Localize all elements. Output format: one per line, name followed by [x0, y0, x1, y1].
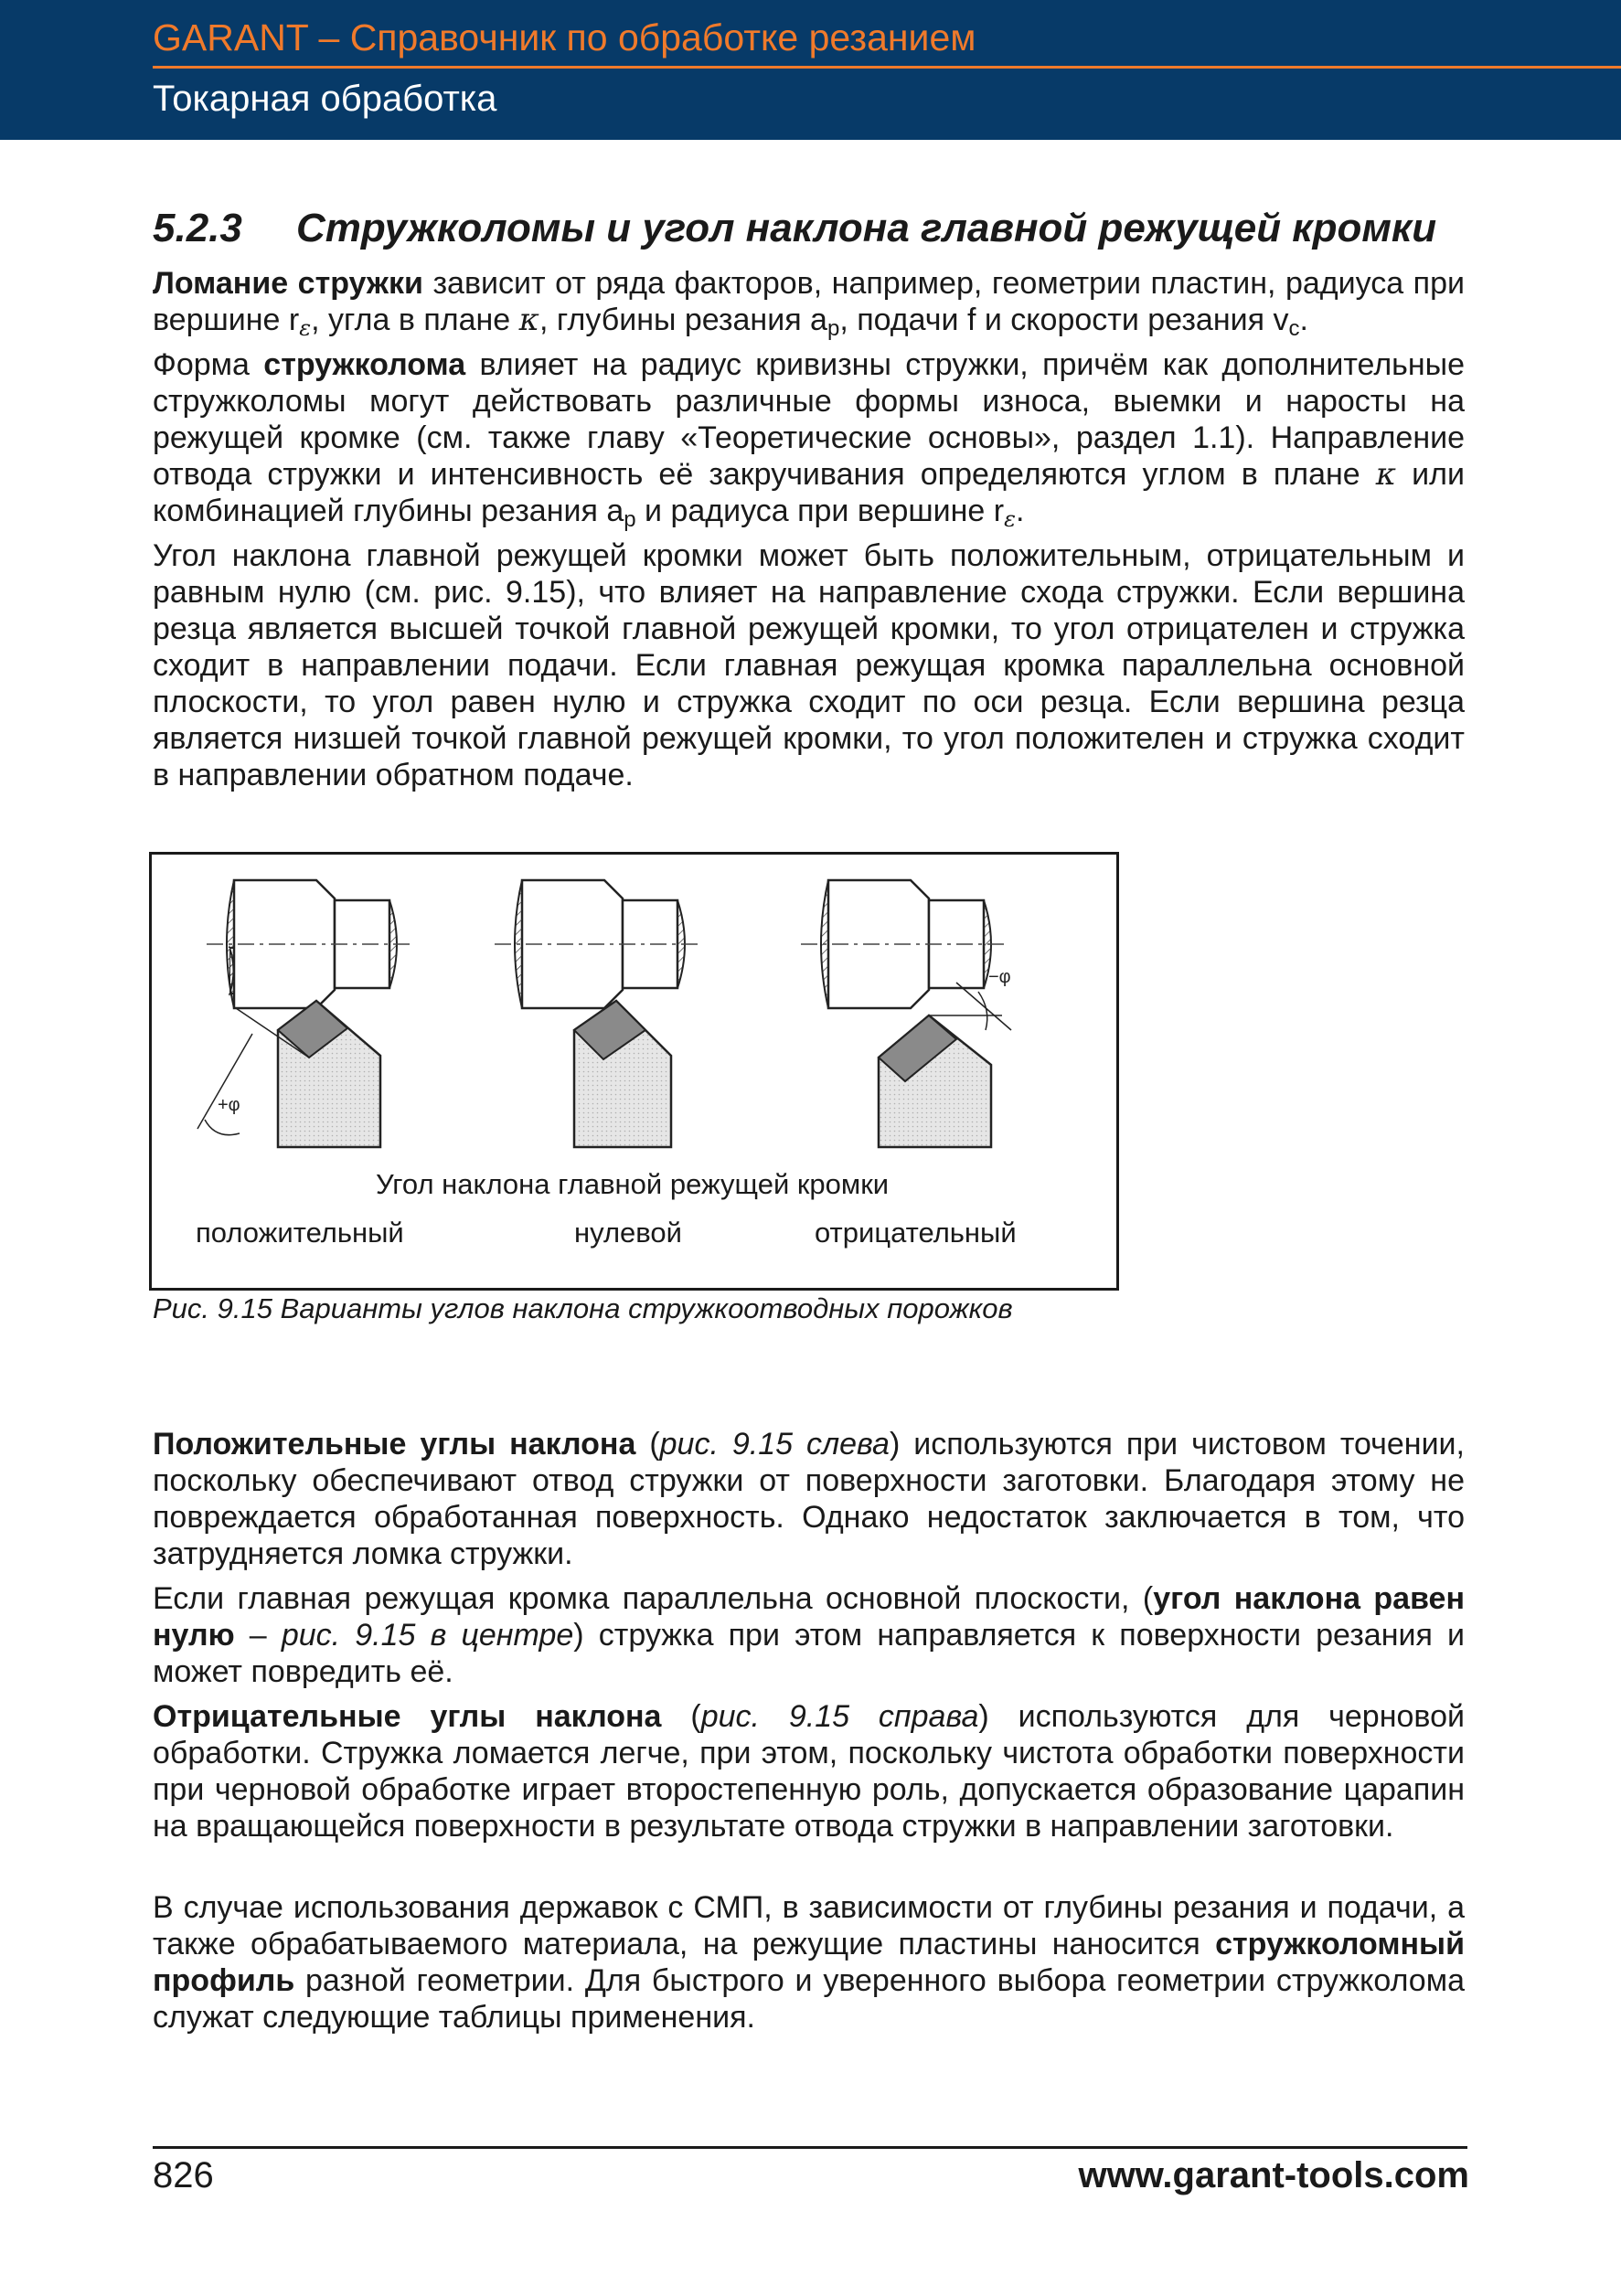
paragraph-chip-breaking: Ломание стружки зависит от ряда факторов, например, геометрии пластин, радиуса при вершине $r_\varepsilon$, угла в плане κ, глубины резания $a_p$, подачи f и скорости резания $v_c$.: [153, 266, 1465, 341]
angle-negative-label: −φ: [988, 967, 1011, 987]
angle-positive-label: +φ: [218, 1095, 240, 1115]
paragraph-chipbreaker-form: Форма стружколома влияет на радиус кривизны стружки, причём как дополнительные стружколомы могут действовать различные формы износа, выемки и наросты на режущей кромке (см. также главу «Теоретические основы», раздел 1.1). Направление отвода стружки и интенсивность её закручивания определяются углом в плане κ или комбинацией глубины резания $a_p$ и радиуса при вершине $r_\varepsilon$.: [153, 347, 1465, 532]
paragraph-negative-angles: Отрицательные углы наклона (рис. 9.15 справа) используются для черновой обработки. Стружка ломается легче, при этом, поскольку чистота обработки поверхности при черновой обработке играет второстепенную роль, допускается образование царапин на вращающейся поверхности в результате отвода стружки в направлении заготовки.: [153, 1699, 1465, 1844]
paragraph-positive-angles: Положительные углы наклона (рис. 9.15 слева) используются при чистовом точении, поскольку обеспечивают отвод стружки от поверхности заготовки. Благодаря этому не повреждается обработанная поверхность. Однако недостаток заключается в том, что затрудняется ломка стружки.: [153, 1427, 1466, 1571]
page-header: [0, 0, 1621, 140]
section-heading: [153, 206, 1436, 251]
tool-negative: [801, 880, 1011, 1147]
header-divider: [153, 66, 1621, 69]
figure-heading: Угол наклона главной режущей кромки: [376, 1168, 890, 1200]
paragraph-inclination-angle: Угол наклона главной режущей кромки может быть положительным, отрицательным и равным нулю (см. рис. 9.15), что влияет на направление схода стружки. Если вершина резца является высшей точкой главной режущей кромки, то угол отрицателен и стружка сходит в направлении подачи. Если главная режущая кромка параллельна основной плоскости, то угол равен нулю и стружка сходит по оси резца. Если вершина резца является низшей точкой главной режущей кромки, то угол положителен и стружка сходит в направлении обратном подаче.: [153, 538, 1465, 792]
figure-9-15: [149, 852, 1119, 1291]
tool-zero: [495, 880, 700, 1147]
label-positive: положительный: [196, 1217, 404, 1249]
chapter-subtitle: Токарная обработка: [153, 79, 497, 119]
section-title-text: Стружколомы и угол наклона главной режущей кромки: [296, 206, 1437, 250]
page-number: 826: [153, 2155, 214, 2195]
label-zero: нулевой: [574, 1217, 682, 1249]
book-title: GARANT – Справочник по обработке резанием: [153, 16, 976, 58]
figure-caption: Рис. 9.15 Варианты углов наклона стружкоотводных порожков: [153, 1292, 1013, 1324]
website-url: www.garant-tools.com: [1078, 2155, 1469, 2195]
paragraph-chipbreaker-profile: В случае использования державок с СМП, в зависимости от глубины резания и подачи, а также обрабатываемого материала, на режущие пластины наносится стружколомный профиль разной геометрии. Для быстрого и уверенного выбора геометрии стружколома служат следующие таблицы применения.: [153, 1890, 1465, 2035]
paragraph-zero-angle: Если главная режущая кромка параллельна основной плоскости, (угол наклона равен нулю – рис. 9.15 в центре) стружка при этом направляется к поверхности резания и может повредить её.: [153, 1581, 1466, 1689]
section-number: 5.2.3: [153, 206, 242, 250]
footer-divider: [153, 2146, 1467, 2149]
label-negative: отрицательный: [815, 1217, 1017, 1249]
